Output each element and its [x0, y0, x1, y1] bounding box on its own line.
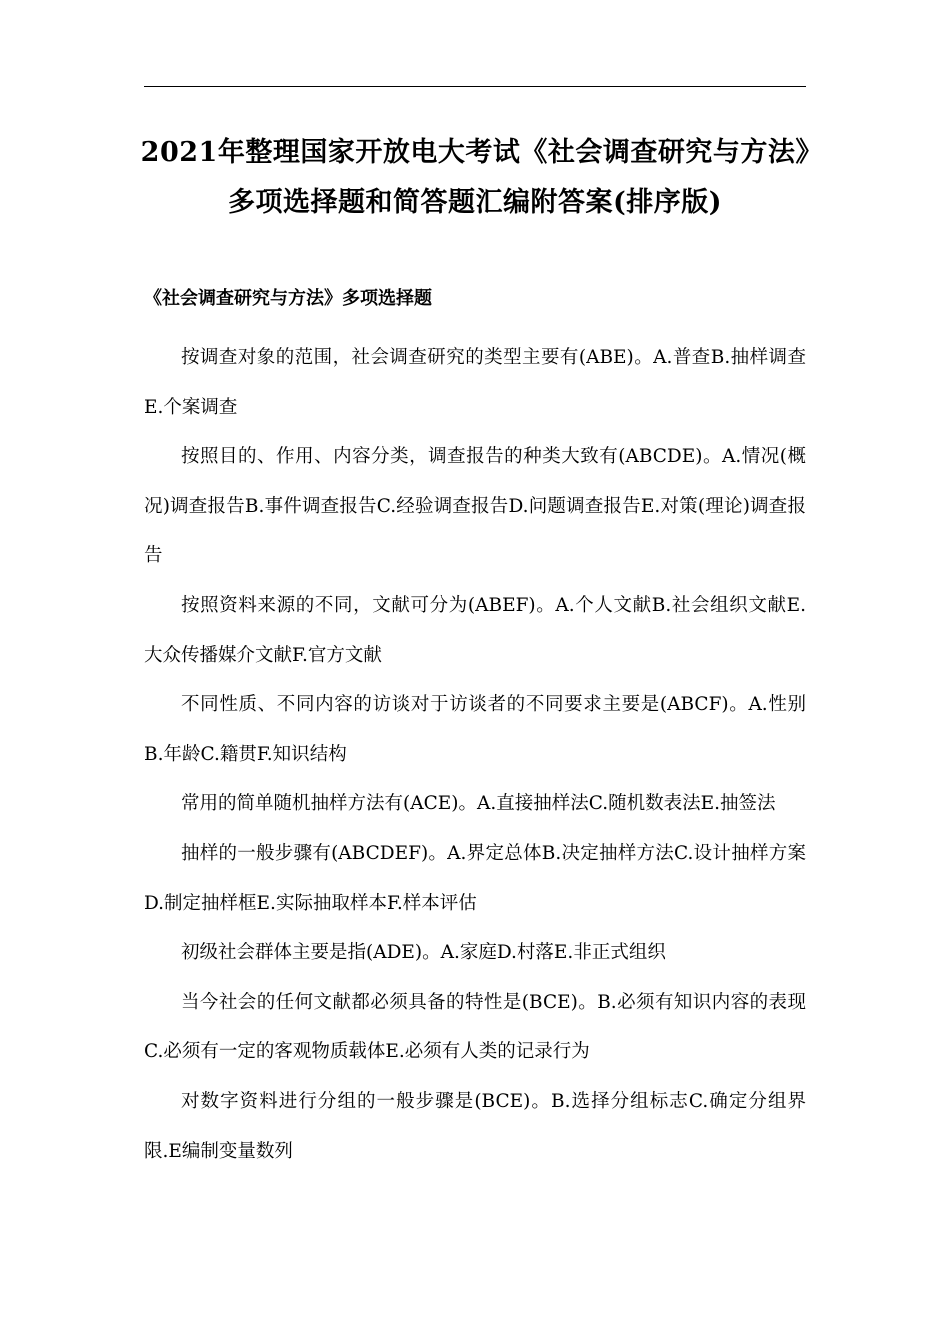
- question-paragraph: 抽样的一般步骤有(ABCDEF)。A.界定总体B.决定抽样方法C.设计抽样方案D.制定抽样框E.实际抽取样本F.样本评估: [144, 842, 806, 914]
- question-paragraph: 对数字资料进行分组的一般步骤是(BCE)。B.选择分组标志C.确定分组界限.E编制变量数列: [144, 1090, 806, 1162]
- question-paragraph: 初级社会群体主要是指(ADE)。A.家庭D.村落E.非正式组织: [181, 942, 666, 964]
- question-paragraph: 按照资料来源的不同，文献可分为(ABEF)。A.个人文献B.社会组织文献E.大众传播媒介文献F.官方文献: [144, 594, 806, 666]
- header-rule: [144, 86, 806, 87]
- document-title: 2021年整理国家开放电大考试《社会调查研究与方法》多项选择题和简答题汇编附答案(排序版): [140, 137, 810, 218]
- question-paragraph: 不同性质、不同内容的访谈对于访谈者的不同要求主要是(ABCF)。A.性别B.年龄C.籍贯F.知识结构: [144, 694, 806, 765]
- document-body: [144, 333, 806, 1176]
- question-paragraph: 按调查对象的范围，社会调查研究的类型主要有(ABE)。A.普查B.抽样调查E.个案调查: [144, 347, 806, 418]
- question-paragraph: 按照目的、作用、内容分类，调查报告的种类大致有(ABCDE)。A.情况(概况)调查报告B.事件调查报告C.经验调查报告D.问题调查报告E.对策(理论)调查报告: [144, 446, 806, 567]
- section-heading: 《社会调查研究与方法》多项选择题: [144, 288, 432, 309]
- question-paragraph: 当今社会的任何文献都必须具备的特性是(BCE)。B.必须有知识内容的表现C.必须有一定的客观物质载体E.必须有人类的记录行为: [144, 991, 806, 1063]
- question-paragraph: 常用的简单随机抽样方法有(ACE)。A.直接抽样法C.随机数表法E.抽签法: [181, 793, 776, 815]
